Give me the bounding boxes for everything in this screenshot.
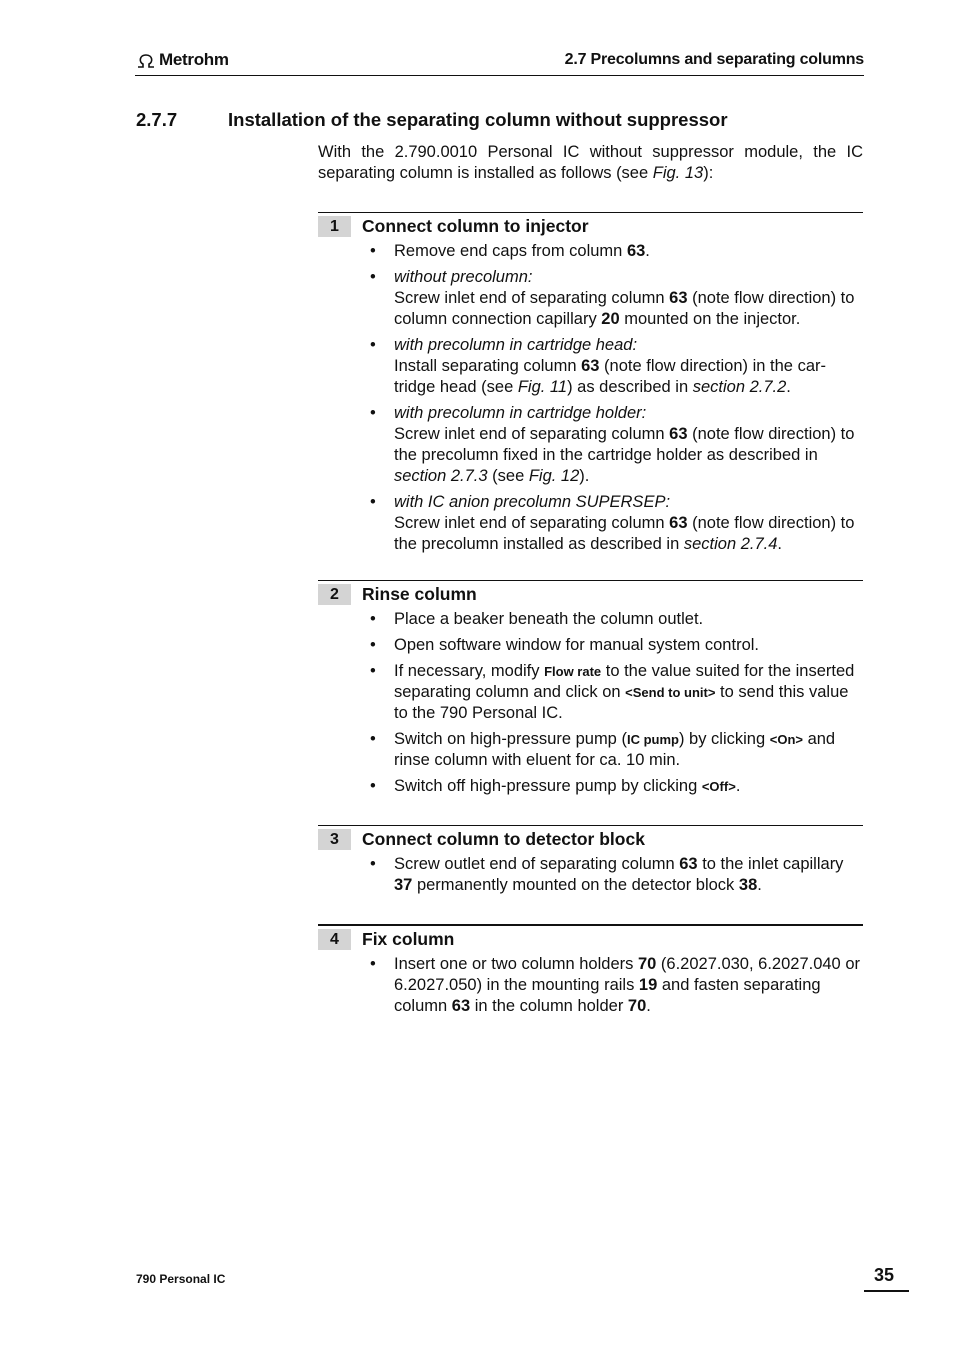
step-divider [318,924,863,926]
step-3 [318,825,863,901]
list-item: • Switch off high-pressure pump by clicking <Off>. [370,777,741,795]
step-number: 2 [318,584,351,605]
step-4 [318,924,863,1022]
step-number: 1 [318,216,351,237]
list-item: • Insert one or two column holders 70 (6.2027.030, 6.2027.040 or 6.2027.050) in the mounting rails 19 and fasten separating column 63 in the column holder 70. [370,955,860,1015]
section-heading [136,109,728,131]
running-header: 2.7 Precolumns and separating columns [564,51,864,68]
list-item: • Switch on high-pressure pump (IC pump) by clicking <On> and rinse column with eluent for ca. 10 min. [370,730,836,769]
step-divider [318,825,863,826]
list-item: • without precolumn: Screw inlet end of separating column 63 (note flow direction) to column connection capillary 20 mounted on the injector. [370,268,855,328]
step-2 [318,580,863,802]
step-bullet-list [318,609,863,797]
metrohm-omega-icon [136,52,156,68]
step-title: Fix column [362,929,455,949]
list-item: • Place a beaker beneath the column outlet. [370,610,704,628]
list-item: • Screw outlet end of separating column 63 to the inlet capillary 37 permanently mounted on the detector block 38. [370,855,844,894]
list-item: • Open software window for manual system control. [370,636,759,654]
step-title: Connect column to injector [362,216,589,236]
page-number: 35 [874,1265,895,1285]
section-title: Installation of the separating column without suppressor [228,109,728,130]
list-item: • with precolumn in cartridge head: Install separating column 63 (note flow direction) in the car-tridge head (see Fig. 11) as described in section 2.7.2. [370,336,826,396]
metrohm-logo [136,50,229,70]
step-bullet-list [318,241,863,555]
step-number: 3 [318,829,351,850]
step-title: Rinse column [362,584,477,604]
step-number: 4 [318,929,351,950]
step-header [318,584,863,605]
step-divider [318,212,863,213]
step-divider [318,580,863,581]
intro-paragraph: With the 2.790.0010 Personal IC without suppressor module, the IC separating column is installed as follows (see Fig. 13): [318,143,863,182]
section-number: 2.7.7 [136,109,178,130]
figure-reference: Fig. 13 [652,164,704,182]
step-1 [318,212,863,560]
step-header [318,929,863,950]
header-divider [135,75,864,76]
step-bullet-list [318,854,863,896]
logo-text: Metrohm [159,50,229,69]
step-title: Connect column to detector block [362,829,645,849]
list-item: • If necessary, modify Flow rate to the value suited for the inserted separating column and click on <Send to unit> to send this value to the 790 Personal IC. [370,662,855,722]
list-item: • with precolumn in cartridge holder: Screw inlet end of separating column 63 (note flow direction) to the precolumn fixed in the cartridge holder as described in section 2.7.3 (see Fig. 12). [370,404,855,485]
step-bullet-list [318,954,863,1017]
footer-product-name: 790 Personal IC [136,1272,226,1286]
step-header [318,216,863,237]
list-item: • Remove end caps from column 63. [370,242,650,260]
list-item: • with IC anion precolumn SUPERSEP: Screw inlet end of separating column 63 (note flow direction) to the precolumn installed as described in section 2.7.4. [370,493,855,553]
page-number-underline [864,1290,909,1292]
step-header [318,829,863,850]
